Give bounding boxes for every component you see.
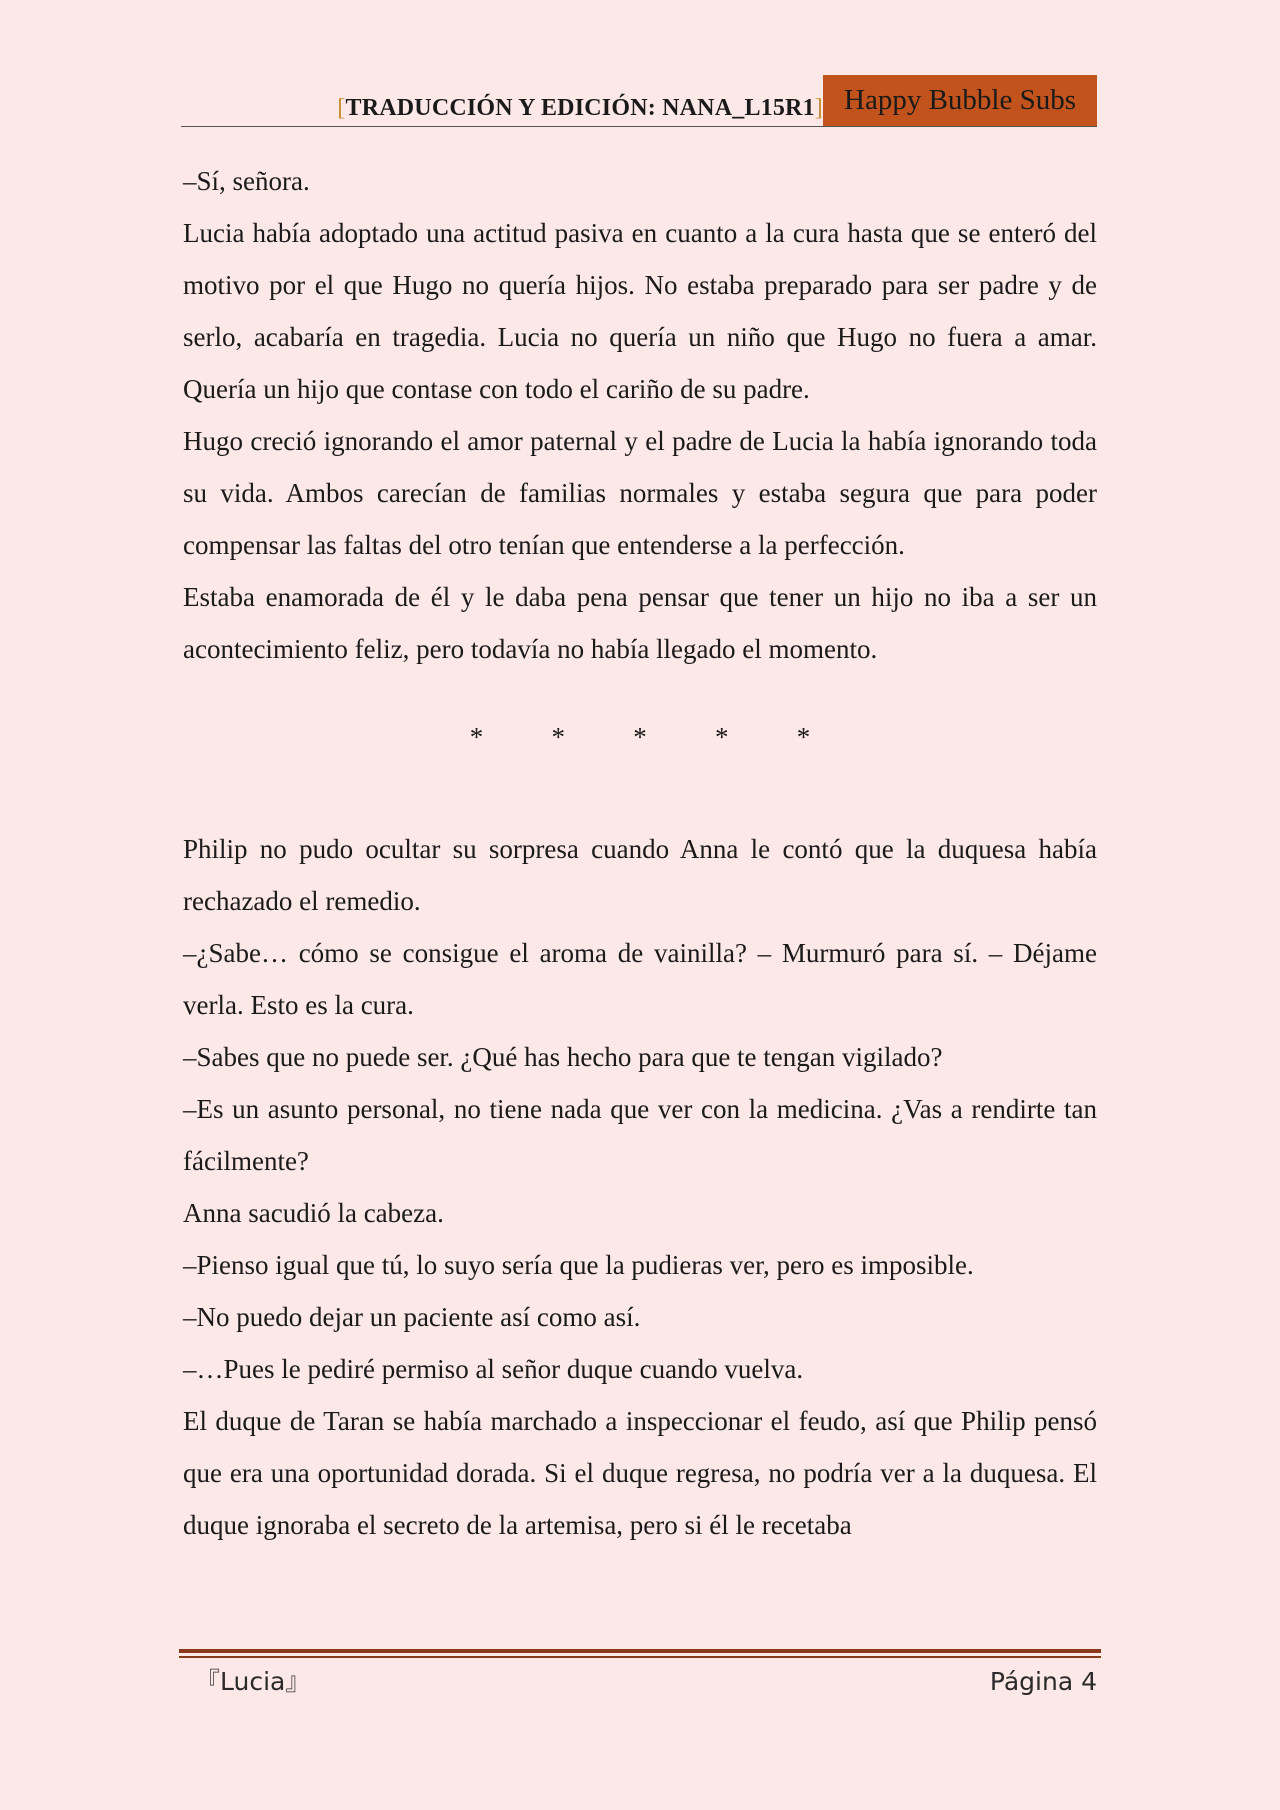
paragraph: –Sabes que no puede ser. ¿Qué has hecho para que te tengan vigilado? [183, 1042, 943, 1072]
book-title: 『Lucia』 [195, 1667, 311, 1696]
footer-rule [179, 1649, 1101, 1653]
translation-credit [337, 95, 823, 122]
separator-asterisk: * [715, 722, 729, 752]
page-number: Página 4 [989, 1667, 1097, 1696]
paragraph: –No puedo dejar un paciente así como así. [183, 1302, 641, 1332]
paragraph: Estaba enamorada de él y le daba pena pensar que tener un hijo no iba a ser un acontecimiento feliz, pero todavía no había llegado el momento. [183, 582, 1097, 664]
paragraph: –Es un asunto personal, no tiene nada que ver con la medicina. ¿Vas a rendirte tan fácilmente? [183, 1094, 1097, 1176]
paragraph: –Pienso igual que tú, lo suyo sería que la pudieras ver, pero es imposible. [183, 1250, 974, 1280]
paragraph: –…Pues le pediré permiso al señor duque cuando vuelva. [183, 1354, 804, 1384]
close-bracket: ] [814, 95, 823, 121]
paragraph: –¿Sabe… cómo se consigue el aroma de vainilla? – Murmuró para sí. – Déjame verla. Esto es la cura. [183, 938, 1097, 1020]
credit-text: TRADUCCIÓN Y EDICIÓN: NANA_L15R1 [345, 95, 815, 121]
separator-asterisk: * [551, 722, 565, 752]
paragraph: El duque de Taran se había marchado a inspeccionar el feudo, así que Philip pensó que era una oportunidad dorada. Si el duque regresa, no podría ver a la duquesa. El duque ignoraba el secreto de la artemisa, pero si él le recetaba [183, 1406, 1097, 1540]
paragraph: Hugo creció ignorando el amor paternal y el padre de Lucia la había ignorando toda su vida. Ambos carecían de familias normales y estaba segura que para poder compensar las faltas del otro tenían que entenderse a la perfección. [183, 426, 1097, 560]
page-header [181, 75, 1097, 127]
scene-separator [183, 675, 1097, 779]
page-body [183, 155, 1097, 1551]
paragraph: Philip no pudo ocultar su sorpresa cuando Anna le contó que la duquesa había rechazado el remedio. [183, 834, 1097, 916]
group-badge: Happy Bubble Subs [823, 75, 1097, 126]
paragraph: Anna sacudió la cabeza. [183, 1198, 444, 1228]
open-bracket: [ [337, 95, 346, 121]
footer-rule-thin [179, 1656, 1101, 1658]
separator-asterisk: * [796, 722, 811, 752]
separator-asterisk: * [469, 722, 484, 752]
paragraph: Lucia había adoptado una actitud pasiva en cuanto a la cura hasta que se enteró del motivo por el que Hugo no quería hijos. No estaba preparado para ser padre y de serlo, acabaría en tragedia. Lucia no quería un niño que Hugo no fuera a amar. Quería un hijo que contase con todo el cariño de su padre. [183, 218, 1097, 404]
separator-asterisk: * [633, 722, 647, 752]
paragraph: –Sí, señora. [183, 166, 310, 196]
